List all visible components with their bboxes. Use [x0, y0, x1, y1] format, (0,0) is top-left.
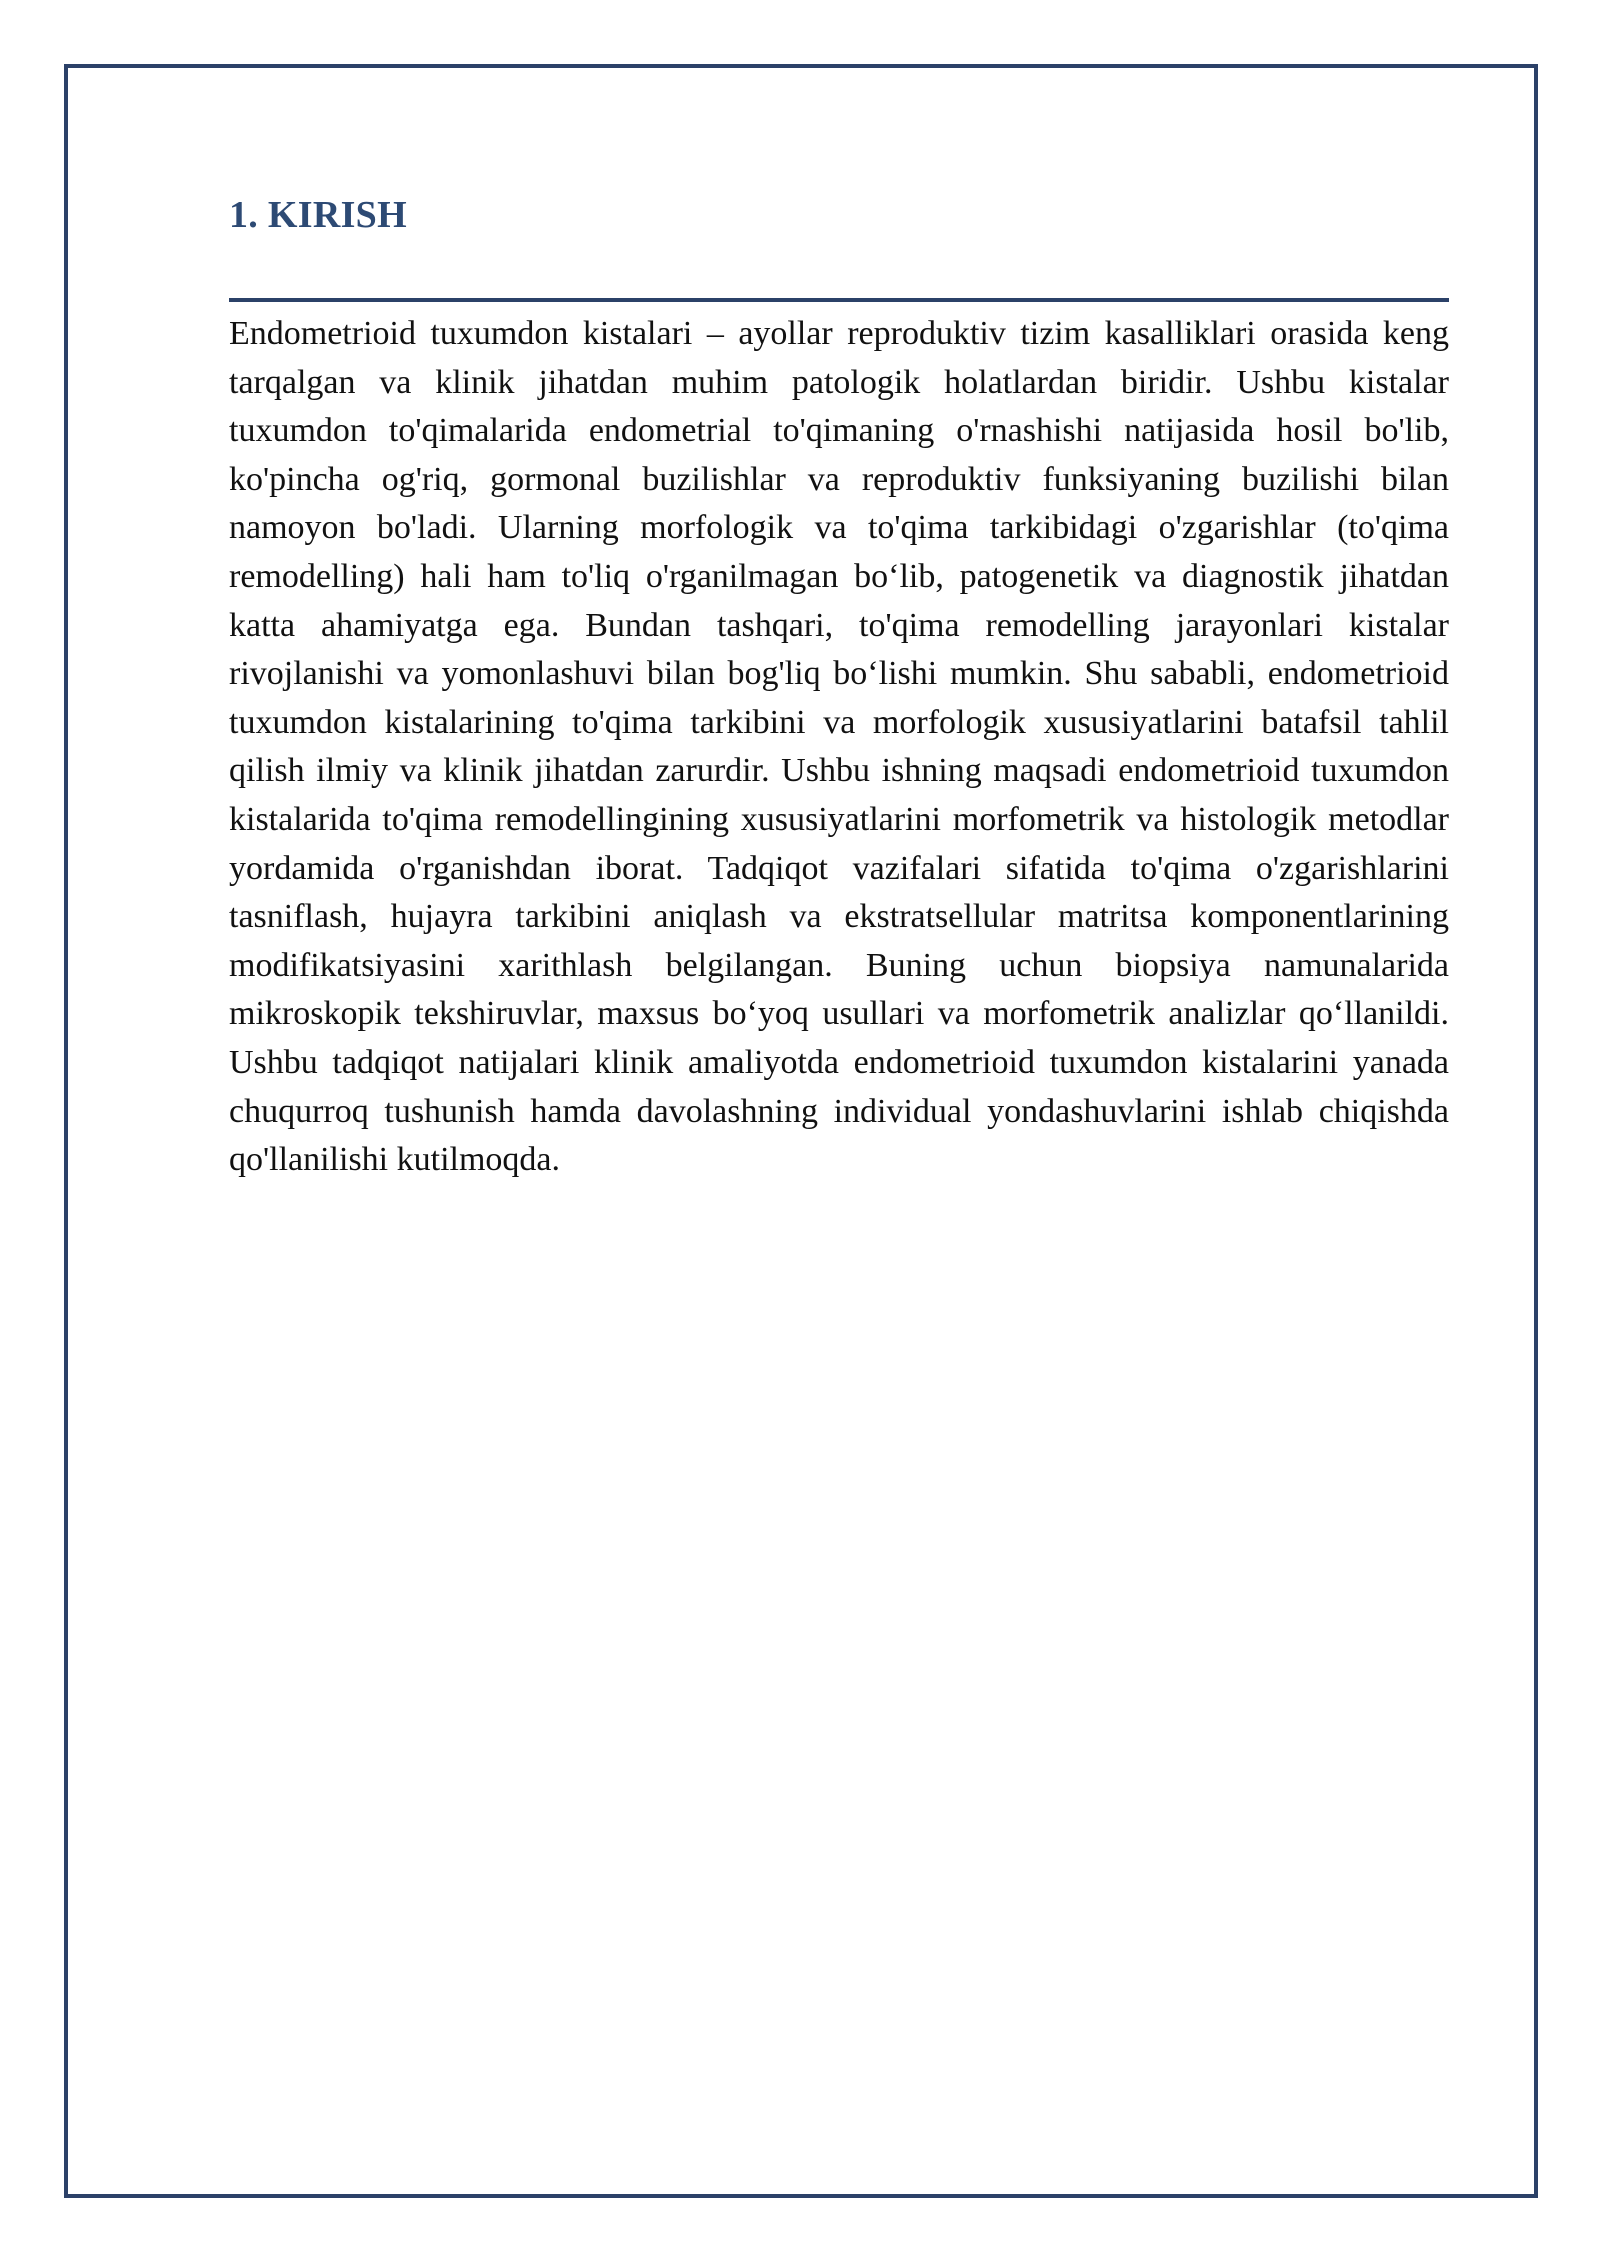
heading-divider: [229, 298, 1449, 302]
document-content: [229, 185, 1449, 1185]
body-paragraph: Endometrioid tuxumdon kistalari – ayollar reproduktiv tizim kasalliklari orasida keng tarqalgan va klinik jihatdan muhim patologik holatlardan biridir. Ushbu kistalar tuxumdon to'qimalarida endometrial to'qimaning o'rnashishi natijasida hosil bo'lib, ko'pincha og'riq, gormonal buzilishlar va reproduktiv funksiyaning buzilishi bilan namoyon bo'ladi. Ularning morfologik va to'qima tarkibidagi o'zgarishlar (to'qima remodelling) hali ham to'liq o'rganilmagan bo‘lib, patogenetik va diagnostik jihatdan katta ahamiyatga ega. Bundan tashqari, to'qima remodelling jarayonlari kistalar rivojlanishi va yomonlashuvi bilan bog'liq bo‘lishi mumkin. Shu sababli, endometrioid tuxumdon kistalarining to'qima tarkibini va morfologik xususiyatlarini batafsil tahlil qilish ilmiy va klinik jihatdan zarurdir. Ushbu ishning maqsadi endometrioid tuxumdon kistalarida to'qima remodellingining xususiyatlarini morfometrik va histologik metodlar yordamida o'rganishdan iborat. Tadqiqot vazifalari sifatida to'qima o'zgarishlarini tasniflash, hujayra tarkibini aniqlash va ekstratsellular matritsa komponentlarining modifikatsiyasini xarithlash belgilangan. Buning uchun biopsiya namunalarida mikroskopik tekshiruvlar, maxsus bo‘yoq usullari va morfometrik analizlar qo‘llanildi. Ushbu tadqiqot natijalari klinik amaliyotda endometrioid tuxumdon kistalarini yanada chuqurroq tushunish hamda davolashning individual yondashuvlarini ishlab chiqishda qo'llanilishi kutilmoqda.: [229, 315, 1449, 1179]
section-heading: 1. KIRISH: [229, 194, 407, 236]
